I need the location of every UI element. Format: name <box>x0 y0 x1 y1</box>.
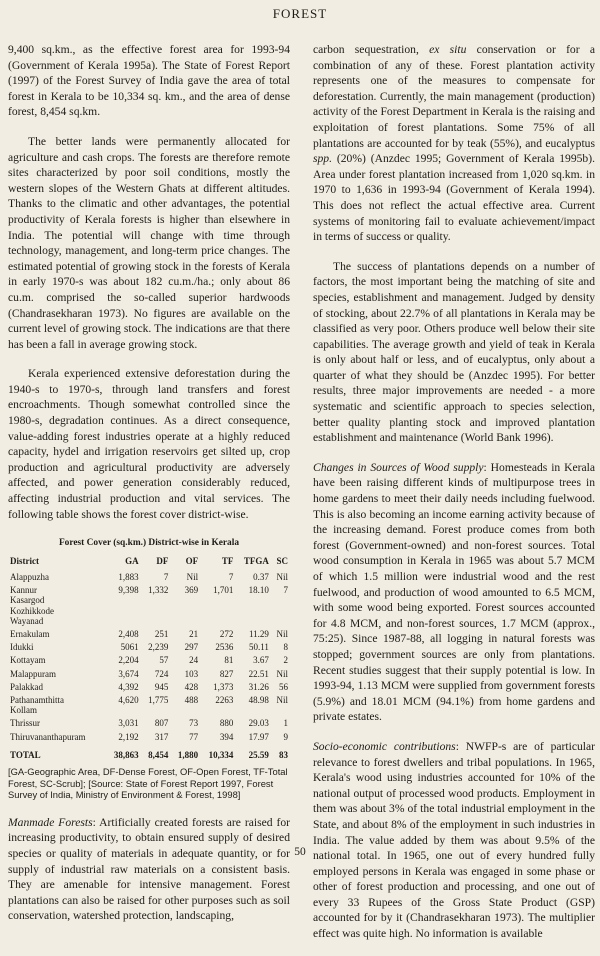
right-column <box>313 42 595 956</box>
cell-tf: 2536 <box>215 642 234 653</box>
cell-df: 7 <box>163 572 169 583</box>
paragraph-text: (20%) (Anzdec 1995; Government of Kerala 1995b). Area under forest plantation increased from 1,020 sq.km. in 1970 to 1,636 in 1993-94 (Government of Kerala 1994). This does not reflect the actual effective area. Current systems of monitoring fail to evaluate achievement/impact in terms of success or quality. <box>313 152 595 244</box>
cell-of: 24 <box>189 655 199 666</box>
cell-ga: 3,031 <box>118 718 139 729</box>
header-ga: GA <box>125 555 139 566</box>
paragraph <box>8 815 290 924</box>
cell-tf: 7 <box>228 572 234 583</box>
paragraph <box>313 460 595 725</box>
cell-df: 807 <box>154 718 169 729</box>
cell-district: Palakkad <box>10 681 43 692</box>
cell-tfga: 3.67 <box>253 655 269 666</box>
cell-sc: 7 <box>283 585 288 596</box>
cell-district: Idukki <box>10 642 34 653</box>
paragraph: The success of plantations depends on a number of factors, the most important being the matching of site and species, establishment and management. Judged by density of stocking, about 22.7% of all plantations in Kerala may be classified as very poor. Others produce well below their site capabilities. The average growth and yield of teak in Kerala is only about half or less, and of eucalyptus, only about a quarter of what they should be (Anzdec 1995). For better results, three major improvements are needed - a more systematic and scientific approach to species selection, better quality planting stock and improved plantation establishment and maintenance (World Bank 1996). <box>313 259 595 445</box>
paragraph-text: : NWFP-s are of particular relevance to forest dwellers and tribal populations. In 1965, Kerala's wood using industries accounted for 10% of the national output of processed wood products. Employment in them was about 3% of the total industrial employment in the State, and about 8% of the employment in such industries in India. The value added by them was about 9.5% of the national total. In 1965, one out of every hundred fully employed persons in Kerala was engaged in some phase or other of forest production and processing, and one out of every 33 Rupees of the Gross State Product (GSP) accounted for by it (Chandrasekharan 1973). The multiplier effect was quite high. No information is available <box>313 739 595 941</box>
total-district: TOTAL <box>10 749 41 760</box>
cell-of: 369 <box>184 585 199 596</box>
paragraph-text: : Homesteads in Kerala have been raising different kinds of multipurpose trees in home gardens to meet their daily needs including fuelwood. This is also becoming an income earning activity because of the increasing demand. Forest produce comes from both forest (Government-owned) and non-forest sources. Total wood consumption in Kerala in 1965 was about 5.7 MCM of which 1.5 million were industrial wood and the rest fuelwood, and production of wood amounted to 6.5 MCM, with some wood being exported. Forest sources accounted for 4.8 MCM, and non-forest sources, 1.7 MCM (approx., 75:25). Since 1987-88, all logging in natural forests was stopped; government sources are only from plantations. Recent studies suggest that their supply potential is low. In 1993-94, 1.13 MCM were supplied from government forests (5.9%) and 18.01 MCM (94.1%) from home gardens and private estates. <box>313 460 595 724</box>
cell-sc: 8 <box>283 642 288 653</box>
cell-tf: 827 <box>219 668 234 679</box>
header-tfga: TFGA <box>243 555 269 566</box>
cell-tfga: 17.97 <box>248 731 269 742</box>
cell-tfga: 22.51 <box>248 668 269 679</box>
paragraph <box>313 42 595 245</box>
header-of: OF <box>185 555 199 566</box>
cell-ga: 1,883 <box>118 572 139 583</box>
table-row <box>8 679 290 692</box>
cell-ga: 4,620 <box>118 695 139 706</box>
cell-tfga: 0.37 <box>253 572 269 583</box>
cell-ga: 5061 <box>120 642 139 653</box>
cell-district: Kannur Kasargod Kozhikkode Wayanad <box>10 585 54 626</box>
cell-ga: 3,674 <box>118 668 139 679</box>
cell-ga: 2,192 <box>118 731 139 742</box>
cell-sc: Nil <box>276 668 288 679</box>
paragraph-text: : Artificially created forests are raised for increasing productivity, to obtain ensured supply of desired species or quality of materials in adequate quantity, or for supply of industrial raw materials on a consistent basis. They are amenable for intensive management. Forest plantations can also be raised for other purposes such as soil conservation, watershed protection, landscaping, <box>8 815 290 923</box>
paragraph: Kerala experienced extensive deforestation during the 1940-s to 1970-s, through land transfers and forest encroachments. Though somewhat controlled since the 1980-s, degradation continues. As a direct consequence, value-adding forest industries operate at a highly reduced capacity, hydel and irrigation reservoirs get silted up, crop production and agricultural productivity are adversely affected, and power generation considerably reduced, affecting industrial production and vital services. The following table shows the forest cover district-wise. <box>8 367 290 521</box>
cell-ga: 4,392 <box>118 681 139 692</box>
paragraph-text: conservation or for a combination of any of these. Forest plantation activity represents one of the measures to compensate for deforestation. Currently, the main management (production) activity of the Forest Department in Kerala is the raising and exploitation of forest plantations. Some 75% of all plantations are accounted for by teak (55%), and eucalyptus <box>313 43 595 150</box>
cell-tfga: 31.26 <box>248 681 269 692</box>
cell-ga: 2,204 <box>118 655 139 666</box>
cell-df: 1,332 <box>148 585 169 596</box>
cell-tf: 1,701 <box>213 585 234 596</box>
cell-district: Ernakulam <box>10 629 50 640</box>
header-sc: SC <box>276 555 288 566</box>
section-lead: Manmade Forests <box>8 815 93 829</box>
cell-df: 1,775 <box>148 695 169 706</box>
header-tf: TF <box>221 555 234 566</box>
cell-tf: 2263 <box>215 695 234 706</box>
cell-df: 57 <box>159 655 169 666</box>
paragraph: 9,400 sq.km., as the effective forest area for 1993-94 (Government of Kerala 1995a). The State of Forest Report (1997) of the Forest Survey of India gave the area of total forest in Kerala to be 10,334 sq. km., and the area of dense forest, 8,454 sq.km. <box>8 43 290 119</box>
cell-tfga: 50.11 <box>248 642 269 653</box>
table-note: [GA-Geographic Area, DF-Dense Forest, OF-Open Forest, TF-Total Forest, SC-Scrub]; [Source: State of Forest Report 1997, Forest Survey of India, Ministry of Environment & Forest, 1998] <box>8 766 288 801</box>
total-tfga: 25.59 <box>248 749 269 760</box>
page-number: 50 <box>294 846 306 858</box>
cell-of: 428 <box>184 681 199 692</box>
header-district: District <box>10 555 39 566</box>
cell-sc: 56 <box>279 681 288 692</box>
paragraph: The better lands were permanently allocated for agriculture and cash crops. The forests are therefore remote sites characterized by poor soil conditions, mostly the western slopes of the Western Ghats at different altitudes. Thanks to the climatic and other advantages, the potential productivity of Kerala forests is higher than elsewhere in India. The potential will change with time through technology, management, and long-term price changes. The estimated potential of growing stock in the forests of Kerala in early 1970-s was about 182 cu.m./ha.; only about 86 cu.m. comprised the so-called superior hardwoods (Chandrasekharan 1973). No figures are available on the current level of growing stock. The indications are that there has been a fall in average growing stock. <box>8 134 290 351</box>
paragraph <box>313 739 595 942</box>
running-header: FOREST <box>272 6 328 21</box>
cell-of: 77 <box>189 731 199 742</box>
cell-of: 103 <box>184 668 199 679</box>
cell-tfga: 11.29 <box>248 629 269 640</box>
table-caption: Forest Cover (sq.km.) District-wise in Kerala <box>58 538 240 549</box>
table-row <box>8 692 290 715</box>
cell-df: 2,239 <box>148 642 169 653</box>
cell-of: Nil <box>186 572 199 583</box>
cell-sc: Nil <box>276 629 288 640</box>
table-row <box>8 582 290 626</box>
table-row <box>8 626 290 639</box>
cell-tfga: 18.10 <box>248 585 269 596</box>
total-tf: 10,334 <box>208 749 234 760</box>
section-lead: Changes in Sources of Wood supply <box>313 460 484 474</box>
table-row <box>8 652 290 665</box>
cell-sc: 1 <box>283 718 288 729</box>
table-row <box>8 666 290 679</box>
forest-cover-table <box>8 556 290 760</box>
table-row <box>8 729 290 742</box>
italic-term: ex situ <box>429 43 467 56</box>
cell-sc: 9 <box>283 731 288 742</box>
cell-df: 724 <box>154 668 169 679</box>
cell-tf: 1,373 <box>213 681 234 692</box>
cell-tf: 394 <box>219 731 234 742</box>
table-row <box>8 572 290 582</box>
cell-district: Malappuram <box>10 668 56 679</box>
cell-district: Kottayam <box>10 655 46 666</box>
cell-district: Thrissur <box>10 718 40 729</box>
cell-ga: 2,408 <box>118 629 139 640</box>
cell-tf: 272 <box>219 629 234 640</box>
left-column <box>8 42 290 938</box>
cell-of: 488 <box>184 695 199 706</box>
cell-tf: 880 <box>219 718 234 729</box>
table-body <box>8 572 290 760</box>
cell-of: 73 <box>189 718 199 729</box>
paragraph-text: carbon sequestration, <box>313 43 430 56</box>
cell-of: 21 <box>189 629 199 640</box>
header-df: DF <box>156 555 169 566</box>
cell-of: 297 <box>184 642 199 653</box>
cell-df: 317 <box>154 731 169 742</box>
cell-sc: 2 <box>283 655 288 666</box>
cell-tfga: 48.98 <box>248 695 269 706</box>
table-row <box>8 715 290 728</box>
cell-district: Alappuzha <box>10 572 49 583</box>
cell-df: 251 <box>154 629 169 640</box>
total-of: 1,880 <box>177 749 199 760</box>
cell-district: Thiruvananthapuram <box>10 731 86 742</box>
total-ga: 38,863 <box>113 749 139 760</box>
total-sc: 83 <box>279 749 288 760</box>
cell-district: Pathanamthitta Kollam <box>10 695 64 716</box>
forest-cover-table-block <box>8 536 290 760</box>
cell-tfga: 29.03 <box>248 718 269 729</box>
cell-sc: Nil <box>276 695 288 706</box>
cell-ga: 9,398 <box>118 585 139 596</box>
table-header-row <box>8 556 290 572</box>
table-total-row <box>8 742 290 760</box>
section-lead: Socio-economic contributions <box>313 739 456 753</box>
cell-sc: Nil <box>276 572 288 583</box>
total-df: 8,454 <box>148 749 169 760</box>
table-row <box>8 639 290 652</box>
cell-tf: 81 <box>224 655 234 666</box>
italic-term: spp. <box>313 152 333 166</box>
cell-df: 945 <box>154 681 169 692</box>
